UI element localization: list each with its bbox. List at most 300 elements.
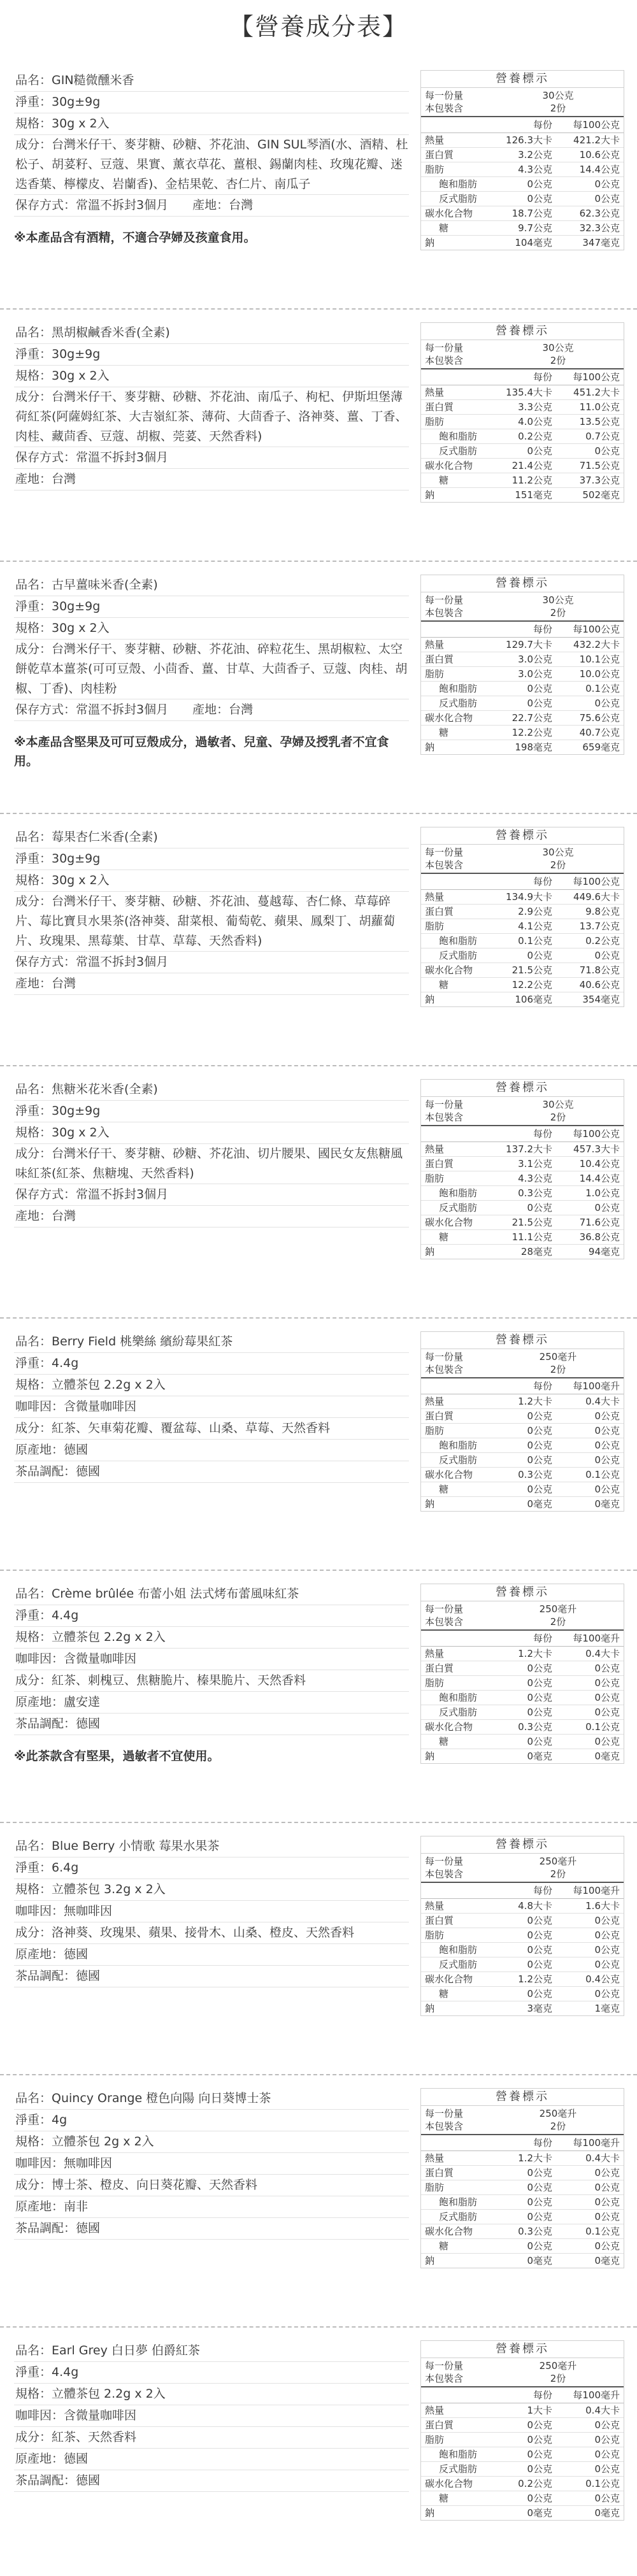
- serving-info: [421, 2106, 624, 2135]
- per-100-header: 每100毫升: [573, 1380, 620, 1392]
- nutrient-name: 蛋白質: [425, 2167, 454, 2179]
- nutrient-per-100: 0公克: [594, 1988, 620, 2000]
- nutrient-row: [421, 192, 624, 206]
- per-serving-header: 每份: [533, 2137, 552, 2149]
- nutrient-name: 飽和脂肪: [439, 1944, 478, 1956]
- product-section-6: [0, 1319, 637, 1571]
- product-info-line: 保存方式：常溫不拆封3個月: [14, 952, 409, 973]
- servings-value: 2份: [550, 2373, 566, 2384]
- serving-info: [421, 1601, 624, 1631]
- nutrient-per-serving: 0公克: [527, 698, 552, 709]
- nutrient-name: 飽和脂肪: [439, 2196, 478, 2208]
- product-info-line: 產地：台灣: [14, 973, 409, 995]
- nutrient-per-100: 71.5公克: [579, 460, 620, 471]
- nutrient-per-serving: 4.3公克: [518, 164, 552, 175]
- product-info-line: 淨重：4.4g: [14, 2362, 409, 2384]
- nutrient-per-serving: 0公克: [527, 1736, 552, 1747]
- nutrient-name: 反式脂肪: [439, 445, 478, 457]
- nutrient-row: [421, 1409, 624, 1424]
- serving-size-label: 每一份量: [425, 90, 464, 101]
- nutrient-name: 反式脂肪: [439, 2211, 478, 2222]
- servings-value: 2份: [550, 355, 566, 366]
- nutrition-header: [421, 2387, 624, 2403]
- product-info-line: 淨重：6.4g: [14, 1857, 409, 1879]
- nutrient-per-100: 354毫克: [582, 994, 620, 1005]
- nutrient-per-100: 0公克: [594, 2211, 620, 2222]
- nutrient-per-100: 11.0公克: [579, 401, 620, 413]
- nutrient-row: [421, 162, 624, 177]
- nutrient-per-100: 0公克: [594, 2419, 620, 2431]
- product-info-line: 原產地：南非: [14, 2196, 409, 2218]
- nutrient-name: 脂肪: [425, 2182, 445, 2193]
- nutrient-per-100: 1.6大卡: [585, 1900, 620, 1912]
- product-info-line: 淨重：30g±9g: [14, 596, 409, 618]
- product-info-line: 咖啡因：含微量咖啡因: [14, 1649, 409, 1670]
- product-info-line: 規格：立體茶包 3.2g x 2入: [14, 1879, 409, 1901]
- nutrient-per-100: 0公克: [594, 2493, 620, 2504]
- nutrient-per-serving: 0.3公克: [518, 1469, 552, 1480]
- per-serving-header: 每份: [533, 1128, 552, 1140]
- nutrient-per-serving: 0.1公克: [518, 935, 552, 947]
- product-info-list: [14, 1331, 409, 1483]
- nutrient-per-serving: 1.2大卡: [518, 1648, 552, 1659]
- nutrient-per-100: 0公克: [594, 950, 620, 961]
- nutrient-per-100: 62.3公克: [579, 208, 620, 219]
- nutrient-per-100: 0.1公克: [585, 2478, 620, 2489]
- nutrient-per-serving: 126.3大卡: [506, 134, 552, 146]
- nutrient-name: 碳水化合物: [425, 1721, 473, 1733]
- product-info-line: 規格：立體茶包 2g x 2入: [14, 2131, 409, 2153]
- product-info-line: 淨重：4g: [14, 2110, 409, 2131]
- nutrient-per-serving: 0公克: [527, 683, 552, 694]
- per-serving-header: 每份: [533, 1633, 552, 1644]
- servings-label: 本包裝含: [425, 355, 464, 366]
- product-info-line: 茶品調配：德國: [14, 1966, 409, 1987]
- nutrient-row: [421, 2418, 624, 2433]
- product-info-line: 規格：30g x 2入: [14, 618, 409, 640]
- nutrient-row: [421, 2403, 624, 2418]
- nutrient-name: 反式脂肪: [439, 1454, 478, 1466]
- nutrient-per-100: 0毫克: [594, 1498, 620, 1510]
- product-info-list: [14, 2088, 409, 2240]
- nutrient-row: [421, 148, 624, 162]
- nutrient-per-serving: 2.9公克: [518, 906, 552, 917]
- serving-size-label: 每一份量: [425, 847, 464, 858]
- product-info-line: 淨重：4.4g: [14, 1353, 409, 1375]
- product-info: [14, 1836, 409, 1999]
- nutrient-row: [421, 221, 624, 236]
- nutrient-row: [421, 1972, 624, 1987]
- nutrient-per-100: 457.3大卡: [573, 1143, 620, 1155]
- product-section-1: [0, 57, 637, 310]
- serving-size-label: 每一份量: [425, 1856, 464, 1867]
- nutrient-per-serving: 129.7大卡: [506, 639, 552, 650]
- product-info-list: [14, 322, 409, 490]
- nutrient-per-serving: 21.5公克: [512, 1217, 552, 1228]
- servings-row: [425, 1111, 620, 1124]
- nutrition-title: 營養標示: [421, 1584, 624, 1601]
- nutrient-per-serving: 0公克: [527, 2167, 552, 2179]
- nutrient-per-100: 1毫克: [594, 2003, 620, 2014]
- nutrient-per-serving: 1大卡: [527, 2405, 552, 2416]
- serving-size-row: [425, 846, 620, 859]
- product-info-line: 淨重：30g±9g: [14, 92, 409, 113]
- nutrition-rows: [421, 1394, 624, 1511]
- nutrient-per-serving: 12.2公克: [512, 727, 552, 738]
- nutrient-per-100: 0公克: [594, 1425, 620, 1436]
- product-info-line: 品名：Blue Berry 小情歌 莓果水果茶: [14, 1836, 409, 1857]
- product-info-line: 淨重：30g±9g: [14, 848, 409, 870]
- nutrient-per-serving: 3.3公克: [518, 401, 552, 413]
- page-title: 【營養成分表】: [229, 13, 408, 41]
- servings-row: [425, 102, 620, 115]
- nutrient-per-100: 71.8公克: [579, 964, 620, 976]
- nutrient-per-serving: 0公克: [527, 1484, 552, 1495]
- nutrient-per-serving: 0公克: [527, 1959, 552, 1970]
- nutrient-name: 反式脂肪: [439, 1707, 478, 1718]
- nutrient-per-100: 0.4大卡: [585, 1396, 620, 1407]
- nutrient-row: [421, 177, 624, 192]
- product-info-line: 成分：台灣米仔干、麥芽糖、砂糖、芥花油、切片腰果、國民女友焦糖風味紅茶(紅茶、焦糖塊、天然香料): [14, 1144, 409, 1184]
- nutrient-name: 碳水化合物: [425, 2226, 473, 2237]
- nutrient-row: [421, 1957, 624, 1972]
- nutrition-panel: [420, 2340, 624, 2521]
- nutrient-per-100: 10.0公克: [579, 668, 620, 680]
- per-serving-header: 每份: [533, 371, 552, 383]
- product-info-line: 成分：洛神葵、玫瑰果、蘋果、接骨木、山桑、橙皮、天然香料: [14, 1922, 409, 1944]
- nutrient-row: [421, 2239, 624, 2254]
- serving-size-label: 每一份量: [425, 594, 464, 606]
- nutrition-rows: [421, 638, 624, 754]
- nutrient-per-100: 0公克: [594, 2463, 620, 2475]
- nutrient-row: [421, 2166, 624, 2180]
- nutrient-per-serving: 0公克: [527, 2419, 552, 2431]
- nutrient-per-100: 0公克: [594, 1440, 620, 1451]
- nutrient-name: 糖: [439, 2240, 449, 2252]
- serving-size-row: [425, 89, 620, 102]
- product-info: [14, 2340, 409, 2503]
- product-sections: [0, 57, 637, 2576]
- nutrient-per-100: 347毫克: [582, 237, 620, 248]
- nutrient-name: 鈉: [425, 2255, 435, 2266]
- nutrient-name: 蛋白質: [425, 149, 454, 161]
- nutrient-per-serving: 11.2公克: [512, 475, 552, 486]
- product-info-line: 咖啡因：無咖啡因: [14, 1901, 409, 1922]
- nutrient-name: 飽和脂肪: [439, 431, 478, 442]
- product-info-line: 品名：GIN糙微醺米香: [14, 70, 409, 92]
- nutrient-row: [421, 1914, 624, 1928]
- servings-label: 本包裝含: [425, 2373, 464, 2384]
- serving-info: [421, 1349, 624, 1378]
- product-info-line: 成分：紅茶、刺槐豆、焦糖脆片、榛果脆片、天然香料: [14, 1670, 409, 1692]
- nutrition-panel: [420, 2088, 624, 2268]
- nutrition-header: [421, 117, 624, 133]
- nutrient-per-100: 659毫克: [582, 741, 620, 753]
- serving-size-row: [425, 1603, 620, 1615]
- per-serving-header: 每份: [533, 2389, 552, 2401]
- nutrient-per-100: 0公克: [594, 2196, 620, 2208]
- per-serving-header: 每份: [533, 1885, 552, 1896]
- product-info-line: 原產地：盧安達: [14, 1692, 409, 1714]
- nutrient-row: [421, 948, 624, 963]
- nutrient-row: [421, 488, 624, 502]
- nutrient-per-serving: 3.0公克: [518, 668, 552, 680]
- nutrient-per-100: 10.1公克: [579, 654, 620, 665]
- nutrient-row: [421, 696, 624, 711]
- nutrition-panel: [420, 322, 624, 503]
- servings-label: 本包裝含: [425, 103, 464, 114]
- nutrient-name: 反式脂肪: [439, 1202, 478, 1213]
- nutrient-per-serving: 0公克: [527, 1425, 552, 1436]
- nutrient-per-serving: 0公克: [527, 1202, 552, 1213]
- nutrient-per-serving: 0.3公克: [518, 1721, 552, 1733]
- nutrient-per-100: 0公克: [594, 1484, 620, 1495]
- nutrient-name: 反式脂肪: [439, 698, 478, 709]
- product-info: [14, 1331, 409, 1494]
- serving-info: [421, 1854, 624, 1883]
- product-info-line: 規格：30g x 2入: [14, 870, 409, 892]
- product-info-line: 茶品調配：德國: [14, 2218, 409, 2240]
- serving-size-value: 250毫升: [539, 1351, 577, 1363]
- serving-size-row: [425, 2107, 620, 2120]
- nutrition-panel: [420, 1836, 624, 2016]
- product-info-line: 淨重：30g±9g: [14, 344, 409, 366]
- nutrient-row: [421, 1943, 624, 1957]
- product-info-line: 成分：紅茶、矢車菊花瓣、覆盆莓、山桑、草莓、天然香料: [14, 1418, 409, 1440]
- servings-row: [425, 1363, 620, 1376]
- nutrition-title: 營養標示: [421, 827, 624, 845]
- nutrient-row: [421, 415, 624, 429]
- product-section-4: [0, 814, 637, 1066]
- nutrient-per-serving: 0公克: [527, 1440, 552, 1451]
- nutrient-row: [421, 992, 624, 1006]
- nutrient-per-serving: 9.7公克: [518, 222, 552, 234]
- nutrient-per-serving: 0公克: [527, 193, 552, 204]
- nutrient-row: [421, 652, 624, 667]
- nutrient-per-100: 0.2公克: [585, 935, 620, 947]
- nutrient-name: 糖: [439, 1231, 449, 1243]
- per-serving-header: 每份: [533, 876, 552, 887]
- nutrition-title: 營養標示: [421, 71, 624, 88]
- product-info-line: 茶品調配：德國: [14, 1461, 409, 1483]
- nutrient-row: [421, 400, 624, 415]
- product-info-line: 成分：紅茶、天然香料: [14, 2427, 409, 2449]
- nutrient-row: [421, 682, 624, 696]
- nutrient-per-100: 0公克: [594, 2182, 620, 2193]
- nutrient-per-serving: 0.3公克: [518, 2226, 552, 2237]
- product-info-line: 保存方式：常溫不拆封3個月: [14, 1184, 409, 1206]
- nutrition-title: 營養標示: [421, 1080, 624, 1097]
- nutrient-per-serving: 0公克: [527, 2434, 552, 2445]
- nutrition-header: [421, 1883, 624, 1899]
- per-100-header: 每100公克: [573, 371, 620, 383]
- nutrient-row: [421, 1482, 624, 1497]
- nutrient-per-serving: 0公克: [527, 2211, 552, 2222]
- nutrient-per-serving: 0公克: [527, 2240, 552, 2252]
- nutrient-per-100: 0公克: [594, 1454, 620, 1466]
- nutrition-header: [421, 622, 624, 638]
- product-info-list: [14, 1079, 409, 1227]
- nutrient-per-100: 451.2大卡: [573, 387, 620, 398]
- product-info-line: 咖啡因：含微量咖啡因: [14, 2405, 409, 2427]
- product-info-list: [14, 827, 409, 995]
- nutrient-row: [421, 1201, 624, 1215]
- nutrient-row: [421, 1899, 624, 1914]
- nutrient-per-100: 502毫克: [582, 489, 620, 501]
- nutrient-per-100: 0公克: [594, 2167, 620, 2179]
- nutrient-per-serving: 0毫克: [527, 1750, 552, 1762]
- nutrient-per-serving: 137.2大卡: [506, 1143, 552, 1155]
- nutrient-row: [421, 726, 624, 740]
- nutrient-per-100: 13.7公克: [579, 920, 620, 932]
- servings-value: 2份: [550, 1868, 566, 1880]
- serving-info: [421, 88, 624, 117]
- nutrient-name: 熱量: [425, 639, 445, 650]
- nutrient-per-100: 0公克: [594, 1736, 620, 1747]
- nutrient-row: [421, 2001, 624, 2015]
- nutrient-per-serving: 0公克: [527, 1692, 552, 1703]
- nutrient-per-100: 10.4公克: [579, 1158, 620, 1170]
- nutrient-per-serving: 4.1公克: [518, 920, 552, 932]
- nutrient-name: 反式脂肪: [439, 193, 478, 204]
- nutrient-per-serving: 0公克: [527, 1677, 552, 1689]
- serving-size-value: 30公克: [542, 342, 574, 354]
- product-section-7: [0, 1571, 637, 1823]
- nutrient-row: [421, 1424, 624, 1438]
- servings-value: 2份: [550, 2121, 566, 2132]
- nutrient-per-100: 0.7公克: [585, 431, 620, 442]
- product-info-line: 咖啡因：含微量咖啡因: [14, 1396, 409, 1418]
- nutrient-name: 脂肪: [425, 668, 445, 680]
- nutrient-name: 鈉: [425, 1498, 435, 1510]
- per-100-header: 每100毫升: [573, 2389, 620, 2401]
- nutrient-name: 反式脂肪: [439, 1959, 478, 1970]
- nutrient-name: 飽和脂肪: [439, 1692, 478, 1703]
- nutrient-row: [421, 934, 624, 948]
- serving-size-value: 30公克: [542, 594, 574, 606]
- nutrient-per-serving: 106毫克: [515, 994, 552, 1005]
- product-info-line: 成分：台灣米仔干、麥芽糖、砂糖、芥花油、南瓜子、枸杞、伊斯坦堡薄荷紅茶(阿薩姆紅茶、大吉嶺紅茶、薄荷、大茴香子、洛神葵、薑、丁香、肉桂、藏茴香、豆蔻、胡椒、莞荽、天然香料): [14, 387, 409, 447]
- nutrient-row: [421, 1157, 624, 1171]
- nutrient-per-100: 0公克: [594, 193, 620, 204]
- nutrient-per-100: 449.6大卡: [573, 891, 620, 903]
- servings-value: 2份: [550, 1364, 566, 1375]
- nutrient-per-serving: 0公克: [527, 1915, 552, 1926]
- nutrient-per-100: 40.7公克: [579, 727, 620, 738]
- nutrient-per-serving: 11.1公克: [512, 1231, 552, 1243]
- nutrient-row: [421, 890, 624, 905]
- nutrient-name: 飽和脂肪: [439, 935, 478, 947]
- per-100-header: 每100公克: [573, 119, 620, 131]
- product-info-line: 茶品調配：德國: [14, 1714, 409, 1735]
- nutrient-row: [421, 459, 624, 473]
- nutrient-row: [421, 1497, 624, 1511]
- nutrient-name: 糖: [439, 1736, 449, 1747]
- servings-value: 2份: [550, 1616, 566, 1628]
- per-serving-header: 每份: [533, 624, 552, 635]
- allergen-warning: ※此茶款含有堅果，過敏者不宜使用。: [14, 1749, 220, 1763]
- serving-info: [421, 1097, 624, 1126]
- nutrient-name: 蛋白質: [425, 1915, 454, 1926]
- product-info-line: 規格：30g x 2入: [14, 113, 409, 135]
- nutrient-name: 熱量: [425, 134, 445, 146]
- nutrient-name: 蛋白質: [425, 1410, 454, 1422]
- product-section-8: [0, 1823, 637, 2075]
- nutrient-name: 蛋白質: [425, 654, 454, 665]
- per-100-header: 每100毫升: [573, 1885, 620, 1896]
- nutrient-per-100: 32.3公克: [579, 222, 620, 234]
- nutrient-name: 飽和脂肪: [439, 1440, 478, 1451]
- serving-size-row: [425, 1350, 620, 1363]
- nutrient-name: 鈉: [425, 994, 435, 1005]
- nutrient-name: 鈉: [425, 489, 435, 501]
- product-info-line: 原產地：德國: [14, 2449, 409, 2470]
- nutrient-name: 熱量: [425, 1648, 445, 1659]
- servings-row: [425, 354, 620, 367]
- nutrient-name: 糖: [439, 222, 449, 234]
- nutrient-name: 鈉: [425, 1246, 435, 1257]
- nutrient-per-100: 75.6公克: [579, 712, 620, 724]
- product-info-line: 品名：黑胡椒鹹香米香(全素): [14, 322, 409, 344]
- nutrient-name: 鈉: [425, 741, 435, 753]
- servings-row: [425, 2120, 620, 2133]
- nutrient-row: [421, 2224, 624, 2239]
- nutrient-per-100: 13.5公克: [579, 416, 620, 427]
- product-info-line: 規格：30g x 2入: [14, 1122, 409, 1144]
- nutrient-per-serving: 134.9大卡: [506, 891, 552, 903]
- nutrient-name: 飽和脂肪: [439, 683, 478, 694]
- nutrient-row: [421, 1453, 624, 1468]
- nutrient-per-serving: 0毫克: [527, 1498, 552, 1510]
- product-info: [14, 827, 409, 1006]
- nutrient-name: 熱量: [425, 387, 445, 398]
- product-info-line: 茶品調配：德國: [14, 2470, 409, 2492]
- nutrient-row: [421, 711, 624, 726]
- nutrition-rows: [421, 2151, 624, 2268]
- serving-size-label: 每一份量: [425, 1603, 464, 1615]
- nutrient-per-serving: 0公克: [527, 2449, 552, 2460]
- nutrient-name: 碳水化合物: [425, 964, 473, 976]
- nutrient-per-100: 0公克: [594, 445, 620, 457]
- nutrition-header: [421, 1126, 624, 1142]
- nutrient-per-100: 9.8公克: [585, 906, 620, 917]
- nutrient-row: [421, 667, 624, 682]
- servings-label: 本包裝含: [425, 607, 464, 619]
- nutrient-name: 蛋白質: [425, 2419, 454, 2431]
- nutrient-row: [421, 1186, 624, 1201]
- nutrient-row: [421, 2462, 624, 2477]
- nutrition-panel: [420, 70, 624, 250]
- serving-size-row: [425, 1098, 620, 1111]
- serving-size-value: 30公克: [542, 847, 574, 858]
- nutrient-per-serving: 0.2公克: [518, 2478, 552, 2489]
- nutrient-per-serving: 3毫克: [527, 2003, 552, 2014]
- product-info-line: 成分：台灣米仔干、麥芽糖、砂糖、芥花油、GIN SUL琴酒(水、酒精、杜松子、胡荽籽、豆蔻、果實、薰衣草花、薑根、錫蘭肉桂、玫瑰花瓣、迷迭香葉、檸檬皮、岩蘭香)、金桔果乾、杏仁片、南瓜子: [14, 135, 409, 195]
- nutrient-per-serving: 0公克: [527, 2463, 552, 2475]
- product-section-9: [0, 2075, 637, 2328]
- product-info: [14, 1584, 409, 1766]
- nutrient-name: 蛋白質: [425, 1663, 454, 1674]
- nutrient-per-serving: 4.8大卡: [518, 1900, 552, 1912]
- nutrient-name: 脂肪: [425, 2434, 445, 2445]
- product-info-line: 淨重：30g±9g: [14, 1101, 409, 1122]
- product-info-line: 規格：30g x 2入: [14, 366, 409, 387]
- serving-size-value: 250毫升: [539, 2360, 577, 2372]
- product-info-line: 品名：莓果杏仁米香(全素): [14, 827, 409, 848]
- nutrition-title: 營養標示: [421, 1836, 624, 1854]
- nutrient-per-100: 0公克: [594, 178, 620, 190]
- nutrient-row: [421, 1171, 624, 1186]
